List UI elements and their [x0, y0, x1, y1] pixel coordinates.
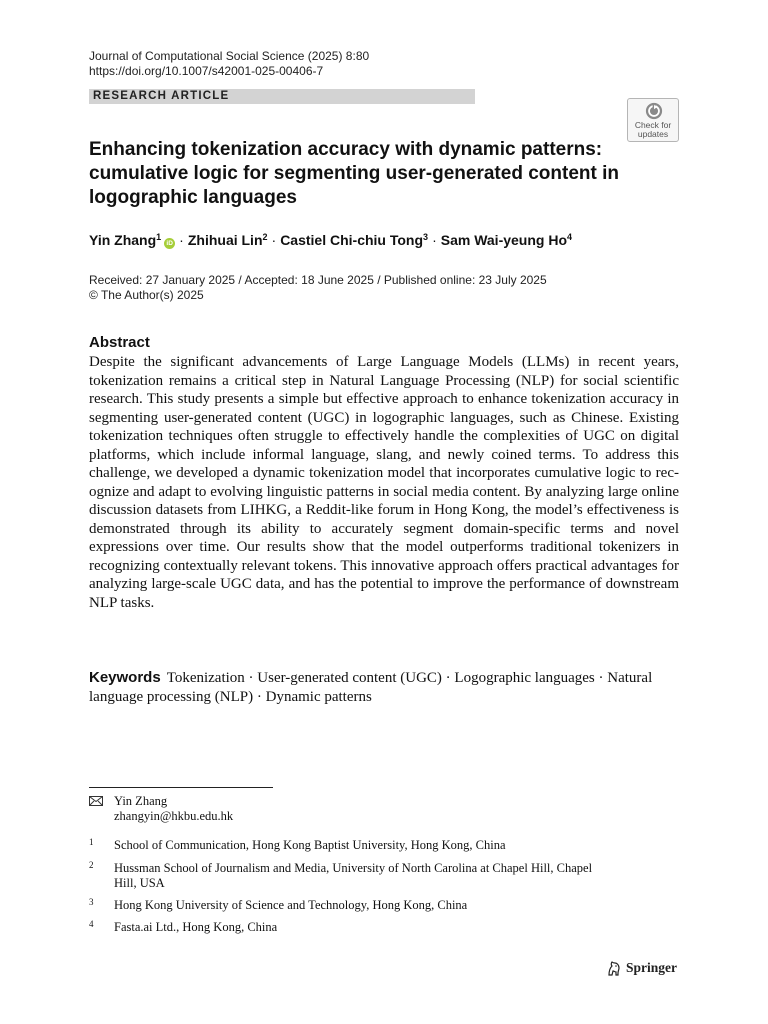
author-name[interactable]: Yin Zhang	[89, 232, 157, 248]
author-affiliation-mark: 1	[156, 232, 162, 242]
affiliation-number: 4	[89, 919, 94, 929]
check-for-updates-badge[interactable]	[627, 98, 679, 142]
author-affiliation-mark: 2	[262, 232, 268, 242]
check-updates-icon	[645, 102, 663, 120]
author-affiliation-mark: 3	[423, 232, 429, 242]
envelope-icon	[89, 796, 103, 806]
corresponding-author-email[interactable]: zhangyin@hkbu.edu.hk	[114, 809, 234, 823]
publisher-name: Springer	[626, 960, 678, 975]
abstract-heading: Abstract	[89, 334, 150, 351]
affiliation-number: 2	[89, 860, 94, 870]
author-name[interactable]: Zhihuai Lin	[187, 232, 263, 248]
affiliation-text: School of Communication, Hong Kong Baptist University, Hong Kong, China	[114, 838, 506, 852]
keywords-section	[89, 668, 679, 707]
springer-horse-icon	[606, 960, 622, 977]
abstract-text: Despite the significant advancements of Large Language Models (LLMs) in recent years, tokenization remains a critical step in Natural Language Processing (NLP) for social scientific research. This study presents a simple but effective approach to enhance tokenization accuracy in segmenting user-generated content (UGC) in logographic languages, such as Chinese. Existing tokenization techniques often struggle to effectively handle the complexities of UGC on digital platforms, which include informal language, slang, and newly coined terms. To address this challenge, we developed a dynamic tokenization model that incorporates cumulative logic to recognize and adapt to evolving linguistic patterns in social media content. By analyzing large online discussion datasets from LIHKG, a Reddit-like forum in Hong Kong, the model’s effectiveness is demonstrated through its ability to accurately segment domain-specific terms and novel expressions over time. Our results show that the model outperforms traditional tokenizers in recognizing contextually relevant tokens. This innovative approach offers practical advantages for analyzing large-scale UGC data, and has the potential to improve the performance of downstream NLP tasks.	[89, 354, 679, 611]
affiliation-text: Fasta.ai Ltd., Hong Kong, China	[114, 920, 278, 934]
keywords-list: Tokenization · User-generated content (UGC) · Logographic languages · Natural language processing (NLP) · Dynamic patterns	[89, 670, 653, 705]
author-name[interactable]: Sam Wai-yeung Ho	[440, 232, 568, 248]
article-type-bar: RESEARCH ARTICLE	[89, 89, 475, 104]
publication-dates: Received: 27 January 2025 / Accepted: 18 June 2025 / Published online: 23 July 2025	[89, 273, 547, 287]
author-list: Yin Zhang$^1$iD · Zhihuai Lin$^2$ · Castiel Chi-chiu Tong$^3$ · Sam Wai-yeung Ho$^4$	[89, 232, 573, 248]
affiliation-text: Hussman School of Journalism and Media, University of North Carolina at Chapel Hill, Chapel Hill, USA	[114, 861, 593, 890]
publisher-logo	[606, 959, 686, 979]
doi-link[interactable]: https://doi.org/10.1007/s42001-025-00406-7	[89, 64, 324, 78]
affiliation-number: 1	[89, 837, 94, 847]
check-updates-label: Check for updates	[634, 120, 672, 139]
corresponding-author-name: Yin Zhang	[114, 794, 168, 808]
copyright-notice: © The Author(s) 2025	[89, 288, 204, 302]
affiliation-text: Hong Kong University of Science and Technology, Hong Kong, China	[114, 898, 468, 912]
author-name[interactable]: Castiel Chi-chiu Tong	[280, 232, 424, 248]
keywords-label: Keywords	[89, 669, 161, 686]
orcid-icon[interactable]: iD	[164, 238, 175, 249]
paper-title: Enhancing tokenization accuracy with dynamic patterns: cumulative logic for segmenting user-generated content in logographic languages	[89, 139, 619, 208]
affiliation-number: 3	[89, 897, 94, 907]
footnote-divider	[89, 787, 273, 788]
journal-citation: Journal of Computational Social Science (2025) 8:80	[89, 49, 370, 63]
author-affiliation-mark: 4	[567, 232, 573, 242]
